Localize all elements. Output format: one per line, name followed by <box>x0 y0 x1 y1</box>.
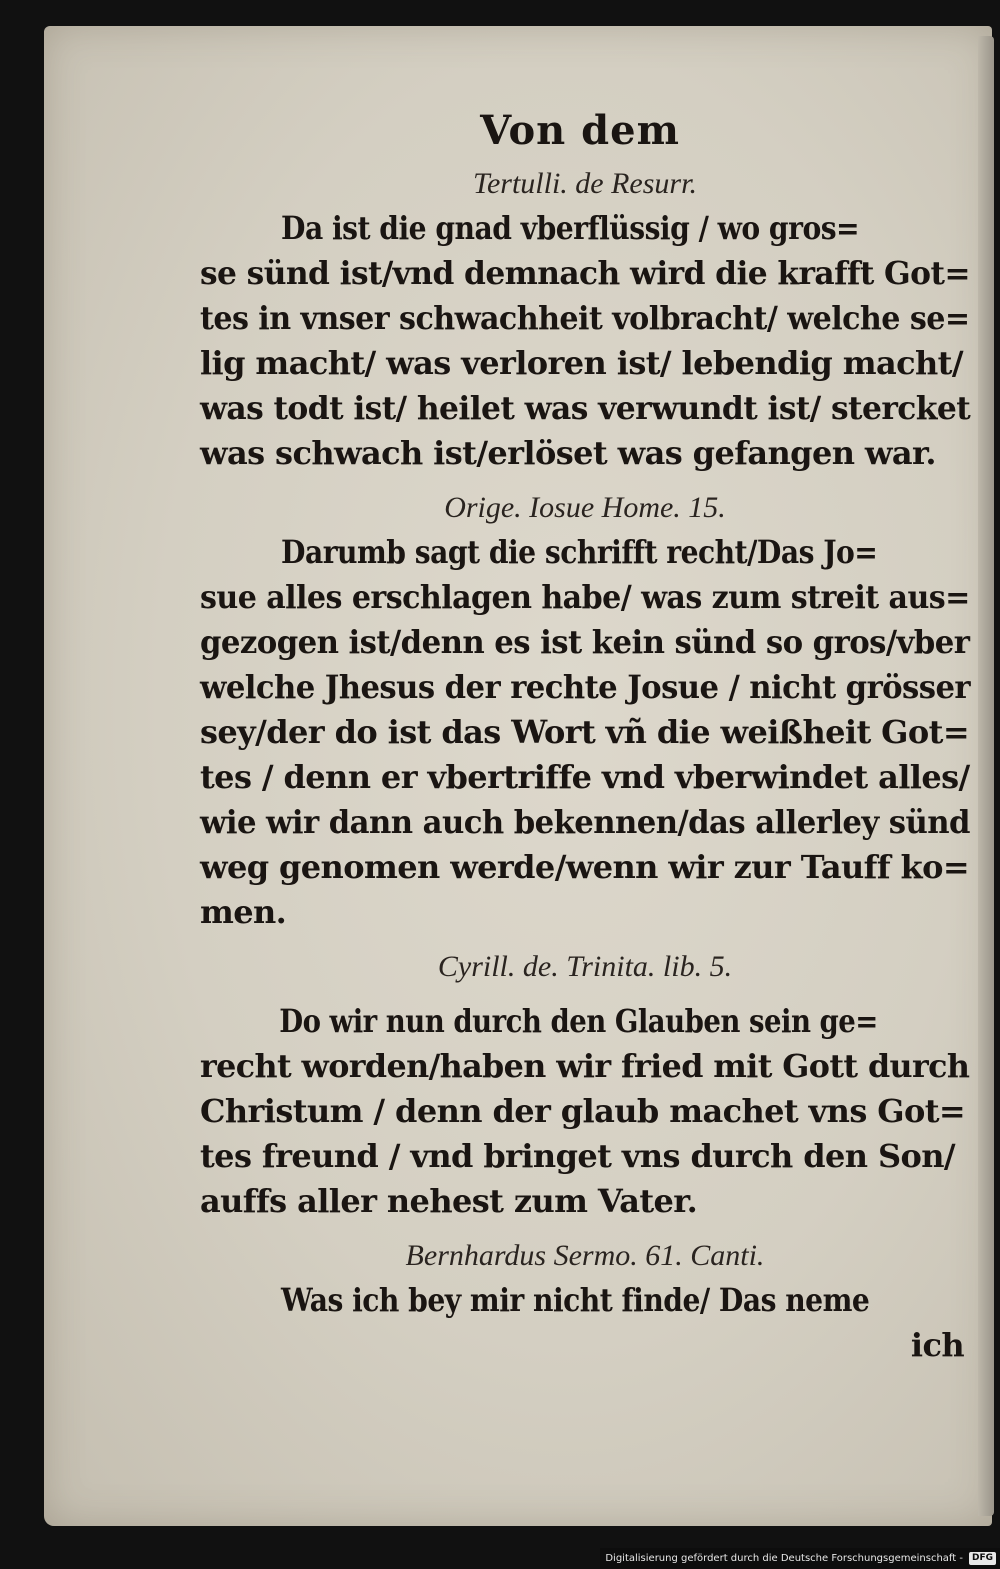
text-line: Christum / denn der glaub machet vns Got= <box>200 1092 966 1130</box>
text-line: se sünd ist/vnd demnach wird die krafft Got= <box>200 254 970 292</box>
catchword: ich <box>910 1326 964 1364</box>
source-citation: Cyrill. de. Trinita. lib. 5. <box>437 950 733 983</box>
digitization-credit-bar <box>600 1548 1000 1569</box>
text-line: recht worden/haben wir fried mit Gott durch <box>200 1047 970 1085</box>
source-citation: Tertulli. de Resurr. <box>473 167 697 200</box>
text-line: men. <box>200 893 287 931</box>
text-line: was schwach ist/erlöset was gefangen war. <box>200 434 936 472</box>
running-head: Von dem <box>480 107 680 154</box>
text-line: tes in vnser schwachheit volbracht/ welche se= <box>200 299 970 337</box>
paragraph <box>200 206 970 476</box>
text-line: wie wir dann auch bekennen/das allerley sünd <box>200 803 970 841</box>
text-line: sue alles erschlagen habe/ was zum streit aus= <box>200 578 970 616</box>
text-line: gezogen ist/denn es ist kein sünd so gros/vber <box>200 623 970 661</box>
page-edge <box>978 36 994 1516</box>
text-line: Darumb sagt die schrifft recht/Das Jo= <box>281 533 878 571</box>
text-line: welche Jhesus der rechte Josue / nicht grösser <box>200 668 971 706</box>
source-citation: Bernhardus Sermo. 61. Canti. <box>405 1239 765 1272</box>
text-line: tes freund / vnd bringet vns durch den Son/ <box>200 1137 955 1175</box>
credit-text: Digitalisierung gefördert durch die Deutsche Forschungsgemeinschaft - <box>605 1553 963 1564</box>
text-line: auffs aller nehest zum Vater. <box>200 1182 698 1220</box>
text-line: Do wir nun durch den Glauben sein ge= <box>279 1002 878 1040</box>
text-line: lig macht/ was verloren ist/ lebendig macht/ <box>200 344 963 382</box>
paragraph <box>200 1278 970 1368</box>
text-line: weg genomen werde/wenn wir zur Tauff ko= <box>200 848 970 886</box>
source-citation: Orige. Iosue Home. 15. <box>444 491 726 524</box>
paragraph <box>200 530 970 935</box>
text-line: Da ist die gnad vberflüssig / wo gros= <box>281 209 860 247</box>
dfg-logo: DFG <box>969 1552 996 1565</box>
text-line: was todt ist/ heilet was verwundt ist/ stercket <box>200 389 971 427</box>
text-line: sey/der do ist das Wort vñ die weißheit Got= <box>200 713 970 751</box>
page-text <box>200 100 970 1368</box>
text-line: tes / denn er vbertriffe vnd vberwindet alles/ <box>200 758 970 796</box>
text-line: Was ich bey mir nicht finde/ Das neme <box>281 1281 870 1319</box>
paragraph <box>200 999 970 1224</box>
